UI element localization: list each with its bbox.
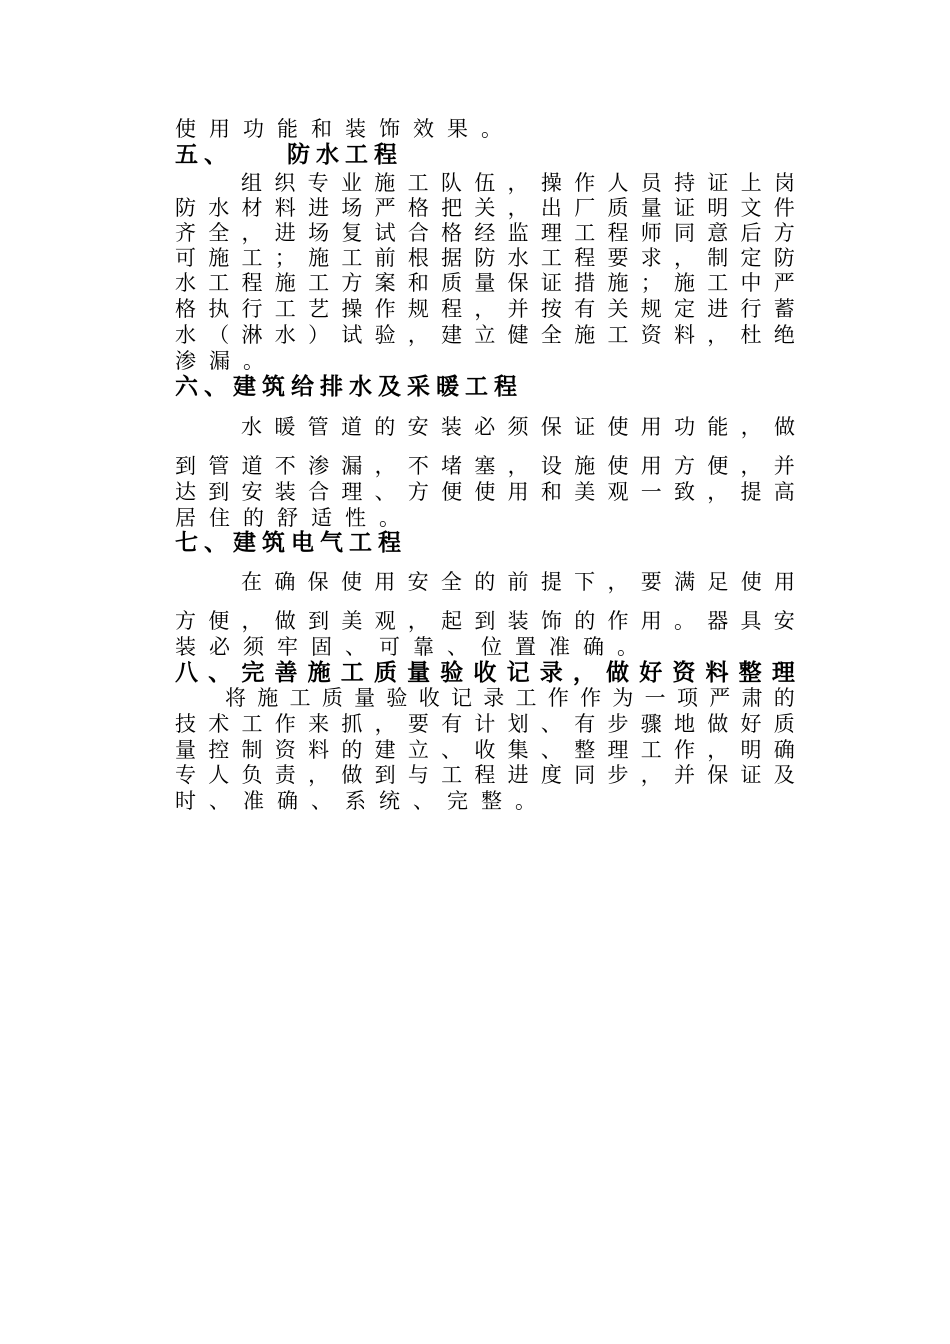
paragraph-line: 时、准确、系统、完整。 <box>175 789 549 813</box>
paragraph-line: 渗漏。 <box>175 349 277 373</box>
section-number: 五、 <box>175 142 233 168</box>
paragraph-line: 防 水 材 料 进 场 严 格 把 关 ， 出 厂 质 量 证 明 文 件 <box>175 196 795 220</box>
paragraph-line: 量 控 制 资 料 的 建 立 、 收 集 、 整 理 工 作 ， 明 确 <box>175 738 795 762</box>
section-heading-6: 六、建筑给排水及采暖工程 <box>175 374 523 400</box>
paragraph-line: 格 执 行 工 艺 操 作 规 程 ， 并 按 有 关 规 定 进 行 蓄 <box>175 297 795 321</box>
paragraph-line: 组 织 专 业 施 工 队 伍 ， 操 作 人 员 持 证 上 岗 <box>241 171 795 195</box>
paragraph-line: 方 便 ， 做 到 美 观 ， 起 到 装 饰 的 作 用 。 器 具 安 <box>175 609 795 633</box>
paragraph-line: 到 管 道 不 渗 漏 ， 不 堵 塞 ， 设 施 使 用 方 便 ， 并 <box>175 454 795 478</box>
section-heading-5 <box>175 142 795 168</box>
paragraph-line: 将 施 工 质 量 验 收 记 录 工 作 作 为 一 项 严 肃 的 <box>225 686 795 710</box>
paragraph-line: 装必须牢固、可靠、位置准确。 <box>175 635 651 659</box>
paragraph-line: 水 暖 管 道 的 安 装 必 须 保 证 使 用 功 能 ， 做 <box>241 415 795 439</box>
paragraph-line: 齐 全 ， 进 场 复 试 合 格 经 监 理 工 程 师 同 意 后 方 <box>175 221 795 245</box>
paragraph-line: 水 工 程 施 工 方 案 和 质 量 保 证 措 施 ； 施 工 中 严 <box>175 271 795 295</box>
paragraph-line: 专 人 负 责 ， 做 到 与 工 程 进 度 同 步 ， 并 保 证 及 <box>175 763 795 787</box>
paragraph-line: 使用功能和装饰效果。 <box>175 117 515 141</box>
paragraph-line: 在 确 保 使 用 安 全 的 前 提 下 ， 要 满 足 使 用 <box>241 570 795 594</box>
section-heading-8: 八 、 完 善 施 工 质 量 验 收 记 录 ， 做 好 资 料 整 理 <box>175 660 795 686</box>
paragraph-line: 达 到 安 装 合 理 、 方 便 使 用 和 美 观 一 致 ， 提 高 <box>175 480 795 504</box>
section-title: 防水工程 <box>287 142 403 168</box>
section-heading-7: 七、建筑电气工程 <box>175 530 407 556</box>
paragraph-line: 水 （ 淋 水 ） 试 验 ， 建 立 健 全 施 工 资 料 ， 杜 绝 <box>175 323 795 347</box>
paragraph-line: 居住的舒适性。 <box>175 506 413 530</box>
paragraph-line: 技 术 工 作 来 抓 ， 要 有 计 划 、 有 步 骤 地 做 好 质 <box>175 712 795 736</box>
paragraph-line: 可 施 工 ； 施 工 前 根 据 防 水 工 程 要 求 ， 制 定 防 <box>175 246 795 270</box>
